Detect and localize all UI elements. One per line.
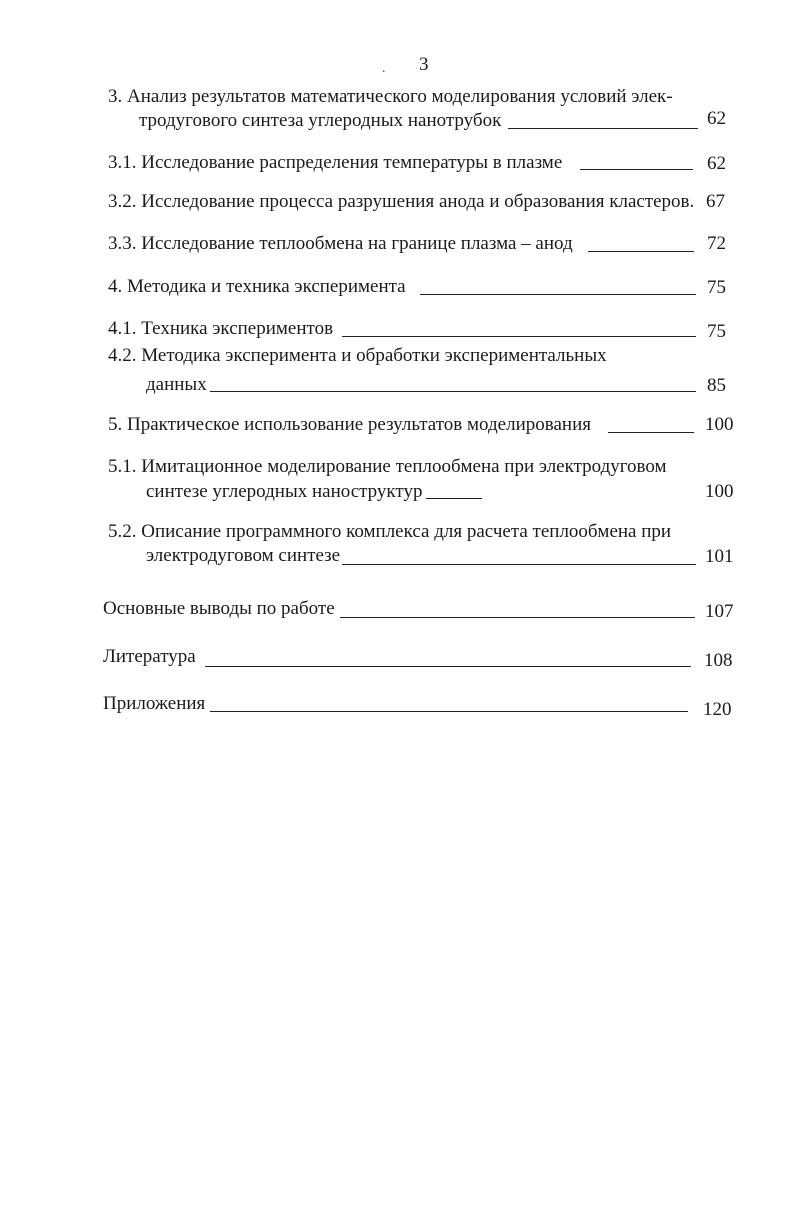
toc-entry-3-1-text: 3.1. Исследование распределения температуры в плазме — [108, 152, 563, 173]
toc-entry-3-2-page: 67 — [706, 191, 725, 212]
toc-leader — [426, 498, 482, 499]
toc-leader — [342, 564, 696, 565]
toc-entry-5-2-line1: 5.2. Описание программного комплекса для расчета теплообмена при — [108, 521, 672, 542]
toc-leader — [210, 391, 696, 392]
toc-leader — [205, 666, 691, 667]
toc-entry-3-2-text: 3.2. Исследование процесса разрушения анода и образования кластеров. — [108, 191, 695, 212]
toc-entry-4-page: 75 — [707, 277, 726, 298]
toc-entry-3-3-text: 3.3. Исследование теплообмена на границе плазма – анод — [108, 233, 573, 254]
toc-leader — [342, 336, 696, 337]
toc-entry-5-1-page: 100 — [705, 481, 734, 502]
toc-entry-5-text: 5. Практическое использование результатов моделирования — [108, 414, 591, 435]
toc-entry-4-1-text: 4.1. Техника экспериментов — [108, 318, 334, 339]
toc-entry-5-page: 100 — [705, 414, 734, 435]
toc-entry-5-2-page: 101 — [705, 546, 734, 567]
toc-leader — [580, 169, 693, 170]
toc-entry-3-3-page: 72 — [707, 233, 726, 254]
toc-leader — [508, 128, 698, 129]
toc-entry-3-line2: тродугового синтеза углеродных нанотрубок — [139, 110, 502, 131]
toc-leader — [588, 251, 694, 252]
page-number: 3 — [419, 54, 429, 75]
toc-entry-conclusions-page: 107 — [705, 601, 734, 622]
stray-mark: . — [382, 61, 386, 76]
toc-leader — [210, 711, 688, 712]
toc-entry-4-2-page: 85 — [707, 375, 726, 396]
toc-entry-literature-text: Литература — [103, 646, 196, 667]
toc-entry-5-1-line2: синтезе углеродных наноструктур — [146, 481, 423, 502]
toc-entry-4-2-line2: данных — [146, 374, 207, 395]
toc-entry-appendices-page: 120 — [703, 699, 732, 720]
toc-entry-3-line1: 3. Анализ результатов математического моделирования условий элек- — [108, 86, 673, 107]
toc-entry-3-1-page: 62 — [707, 153, 726, 174]
toc-leader — [608, 432, 694, 433]
toc-entry-4-1-page: 75 — [707, 321, 726, 342]
toc-entry-4-text: 4. Методика и техника эксперимента — [108, 276, 406, 297]
toc-leader — [420, 294, 696, 295]
toc-entry-3-page: 62 — [707, 108, 726, 129]
toc-leader — [340, 617, 695, 618]
toc-entry-conclusions-text: Основные выводы по работе — [103, 598, 335, 619]
toc-entry-5-2-line2: электродуговом синтезе — [146, 545, 341, 566]
toc-entry-4-2-line1: 4.2. Методика эксперимента и обработки экспериментальных — [108, 345, 607, 366]
toc-entry-5-1-line1: 5.1. Имитационное моделирование теплообмена при электродуговом — [108, 456, 667, 477]
toc-entry-appendices-text: Приложения — [103, 693, 206, 714]
toc-entry-literature-page: 108 — [704, 650, 733, 671]
